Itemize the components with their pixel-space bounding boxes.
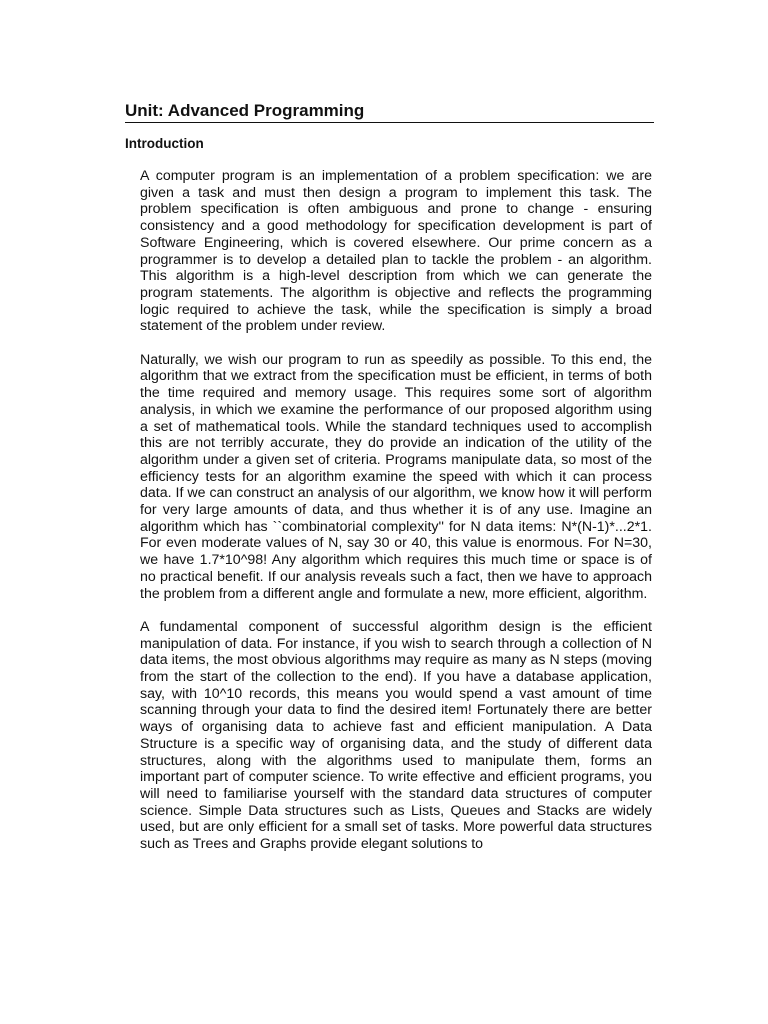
body-text [140,168,652,853]
paragraph-program-specification: A computer program is an implementation of a problem specification: we are given a task and must then design a program to implement this task. The problem specification is often ambiguous and prone to change - ensuring consistency and a good methodology for specification development is part of Software Engineering, which is covered elsewhere. Our prime concern as a programmer is to develop a detailed plan to tackle the problem - an algorithm. This algorithm is a high-level description from which we can generate the program statements. The algorithm is objective and reflects the programming logic required to achieve the task, while the specification is simply a broad statement of the problem under review. [140,168,652,335]
unit-title: Unit: Advanced Programming [125,101,654,123]
section-heading-introduction: Introduction [125,136,204,151]
paragraph-data-structures: A fundamental component of successful algorithm design is the efficient manipulation of data. For instance, if you wish to search through a collection of N data items, the most obvious algorithms may require as many as N steps (moving from the start of the collection to the end). If you have a database application, say, with 10^10 records, this means you would spend a vast amount of time scanning through your data to find the desired item! Fortunately there are better ways of organising data to achieve fast and efficient manipulation. A Data Structure is a specific way of organising data, and the study of different data structures, along with the algorithms used to manipulate them, forms an important part of computer science. To write effective and efficient programs, you will need to familiarise yourself with the standard data structures of computer science. Simple Data structures such as Lists, Queues and Stacks are widely used, but are only efficient for a small set of tasks. More powerful data structures such as Trees and Graphs provide elegant solutions to [140,618,652,853]
paragraph-algorithm-efficiency: Naturally, we wish our program to run as speedily as possible. To this end, the algorithm that we extract from the specification must be efficient, in terms of both the time required and memory usage. This requires some sort of algorithm analysis, in which we examine the performance of our proposed algorithm using a set of mathematical tools. While the standard techniques used to accomplish this are not terribly accurate, they do provide an indication of the utility of the algorithm under a given set of criteria. Programs manipulate data, so most of the efficiency tests for an algorithm examine the speed with which it can process data. If we can construct an analysis of our algorithm, we know how it will perform for very large amounts of data, and thus whether it is of any use. Imagine an algorithm which has ``combinatorial complexity'' for N data items: N*(N-1)*...2*1. For even moderate values of N, say 30 or 40, this value is enormous. For N=30, we have 1.7*10^98! Any algorithm which requires this much time or space is of no practical benefit. If our analysis reveals such a fact, then we have to approach the problem from a different angle and formulate a new, more efficient, algorithm. [140,351,652,602]
